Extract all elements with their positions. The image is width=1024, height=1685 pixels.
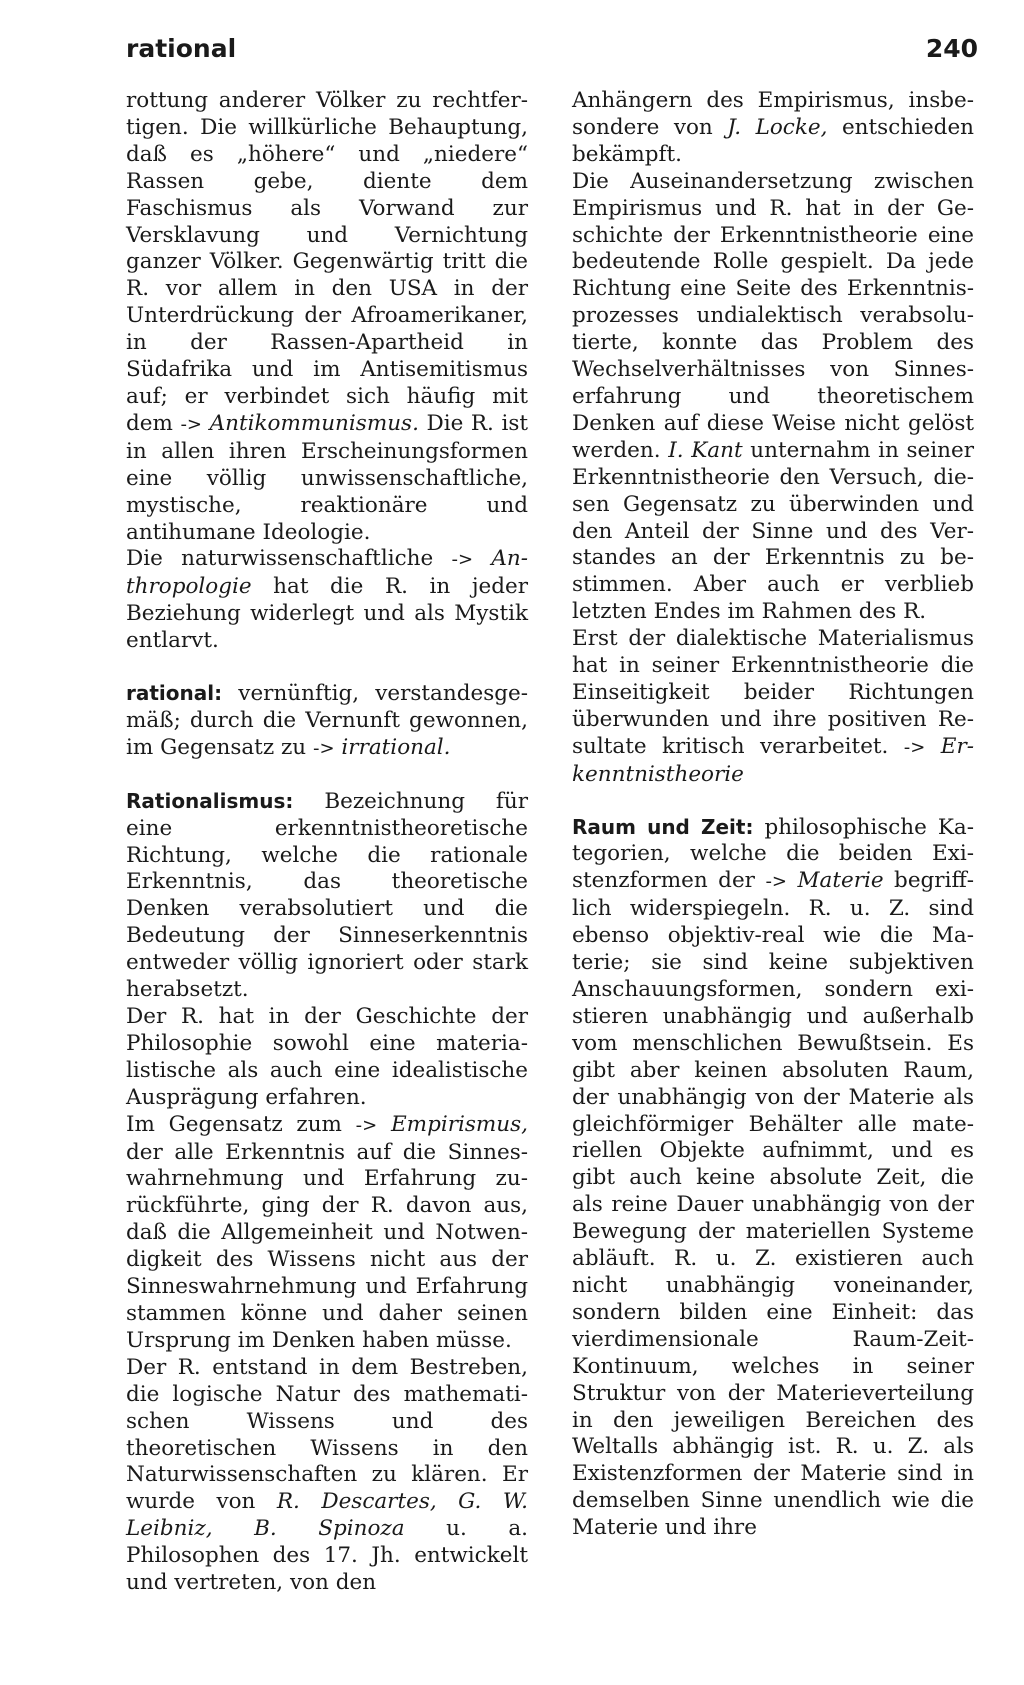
cross-reference-arrow-icon: -> bbox=[903, 736, 926, 758]
cross-reference-materie[interactable]: Materie bbox=[797, 868, 884, 894]
entry-raum-und-zeit: Raum und Zeit: philosophische Kategorien, welche die beiden Existenzformen der -> Materie begrifflich widerspiegeln. R. u. Z. sind ebenso objektiv-real wie die Materie; sie sind keine subjektiven Anschauungsformen, sondern existieren unabhängig und außerhalb vom menschlichen Bewußtsein. Es gibt aber keinen absoluten Raum, der unabhängig von der Materie als gleichförmiger Behälter alle materiellen Objekte aufnimmt, und es gibt auch keine absolute Zeit, die als reine Dauer unabhängig von der Bewegung der materiellen Systeme abläuft. R. u. Z. existieren auch nicht unabhängig voneinander, sondern bilden eine Einheit: das vierdimensionale Raum-Zeit-Kontinuum, welches in seiner Struktur von der Materieverteilung in den jeweiligen Bereichen des Weltalls abhängig ist. R. u. Z. als Existenzformen der Materie sind in demselben Sinne unendlich wie die Materie und ihre bbox=[572, 814, 974, 1541]
page-number: 240 bbox=[925, 34, 978, 63]
entry-term-rationalismus: Rationalismus: bbox=[126, 788, 294, 813]
cross-reference-arrow-icon: -> bbox=[765, 871, 788, 893]
cross-reference-arrow-icon: -> bbox=[451, 549, 474, 571]
paragraph-rationalismus-entstehung: Der R. entstand in dem Bestreben, die logische Natur des mathematischen Wissens und des theoretischen Wissens in den Naturwissenschaften zu klären. Er wurde von R. Descartes, G. W. Leibniz, B. Spinoza u. a. Philosophen des 17. Jh. entwickelt und vertreten, von den bbox=[126, 1354, 529, 1596]
philosopher-locke: J. Locke, bbox=[727, 114, 828, 140]
paragraph-rationalismus-geschichte: Der R. hat in der Geschichte der Philosophie sowohl eine materialistische als auch eine idealistische Ausprägung erfahren. bbox=[126, 1004, 528, 1110]
cross-reference-irrational[interactable]: irrational. bbox=[341, 734, 451, 760]
cross-reference-arrow-icon: -> bbox=[180, 413, 203, 435]
entry-spacer bbox=[572, 789, 974, 814]
cross-reference-erkenntnistheorie[interactable]: Erkenntnistheorie bbox=[572, 733, 974, 787]
right-column bbox=[572, 88, 974, 1542]
running-head bbox=[126, 30, 978, 70]
paragraph-auseinandersetzung: Die Auseinandersetzung zwischen Empirismus und R. hat in der Geschichte der Erkenntnistheorie eine bedeutende Rolle gespielt. Da jede Richtung eine Seite des Erkenntnisprozesses undialektisch verabsolutierte, konnte das Problem des Wechselverhältnisses von Sinneserfahrung und theoretischem Denken auf diese Weise nicht gelöst werden. I. Kant unternahm in seiner Erkenntnistheorie den Versuch, diesen Gegensatz zu überwinden und den Anteil der Sinne und des Verstandes an der Erkenntnis zu bestimmen. Aber auch er verblieb letzten Endes im Rahmen des R. bbox=[572, 168, 975, 625]
cross-reference-anthropologie[interactable]: Anthropologie bbox=[126, 546, 528, 600]
paragraph-dialektischer-materialismus: Erst der dialektische Materialismus hat in seiner Erkenntnistheorie die Einseitigkeit beider Richtungen überwunden und ihre positiven Resultate kritisch verarbeitet. -> Erkenntnistheorie bbox=[572, 626, 974, 787]
entry-rationalismus: Rationalismus: Bezeichnung für eine erkenntnistheoretische Richtung, welche die rationale Erkenntnis, das theoretische Denken verabsolutiert und die Bedeutung der Sinneserkenntnis entweder völlig ignoriert oder stark herabsetzt. bbox=[126, 788, 528, 1003]
entry-term-raum-und-zeit: Raum und Zeit: bbox=[572, 814, 754, 839]
paragraph-rassismus-continued: rottung anderer Völker zu rechtfertigen. Die willkürliche Behauptung, daß es „höhere“ und „niedere“ Rassen gebe, diente dem Faschismus als Vorwand zur Versklavung und Vernichtung ganzer Völker. Gegenwärtig tritt die R. vor allem in den USA in der Unterdrückung der Afroamerikaner, in der Rassen-Apartheid in Südafrika und im Antisemitismus auf; er verbindet sich häufig mit dem -> Antikommunismus. Die R. ist in allen ihren Erscheinungsformen eine völlig unwissenschaftliche, mystische, reaktionäre und antihumane Ideologie. bbox=[126, 88, 528, 545]
philosopher-names: R. Descartes, G. W. Leibniz, B. Spinoza bbox=[126, 1489, 529, 1542]
philosopher-kant: I. Kant bbox=[668, 437, 743, 463]
entry-spacer bbox=[126, 763, 528, 788]
paragraph-anthropologie-ref: Die naturwissenschaftliche -> Anthropologie hat die R. in jeder Beziehung widerlegt und als Mystik entlarvt. bbox=[126, 546, 528, 654]
cross-reference-empirismus[interactable]: Empirismus, bbox=[390, 1111, 528, 1137]
cross-reference-arrow-icon: -> bbox=[355, 1114, 378, 1136]
paragraph-rationalismus-empirismus: Im Gegensatz zum -> Empirismus, der alle Erkenntnis auf die Sinneswahrnehmung und Erfahrung zurückführte, ging der R. davon aus, daß die Allgemeinheit und Notwendigkeit des Wissens nicht aus der Sinneswahrnehmung und Erfahrung stammen könne und daher seinen Ursprung im Denken haben müsse. bbox=[126, 1111, 528, 1353]
entry-spacer bbox=[126, 655, 528, 680]
cross-reference-arrow-icon: -> bbox=[313, 737, 335, 759]
running-head-word: rational bbox=[126, 34, 237, 63]
paragraph-locke: Anhängern des Empirismus, insbesondere von J. Locke, entschieden bekämpft. bbox=[572, 88, 975, 167]
left-column bbox=[126, 88, 528, 1597]
cross-reference-antikommunismus[interactable]: Antikommunismus. bbox=[209, 410, 419, 436]
entry-term-rational: rational: bbox=[126, 681, 223, 706]
entry-rational: rational: vernünftig, verstandesgemäß; durch die Vernunft gewonnen, im Gegensatz zu -> irrational. bbox=[126, 681, 528, 760]
